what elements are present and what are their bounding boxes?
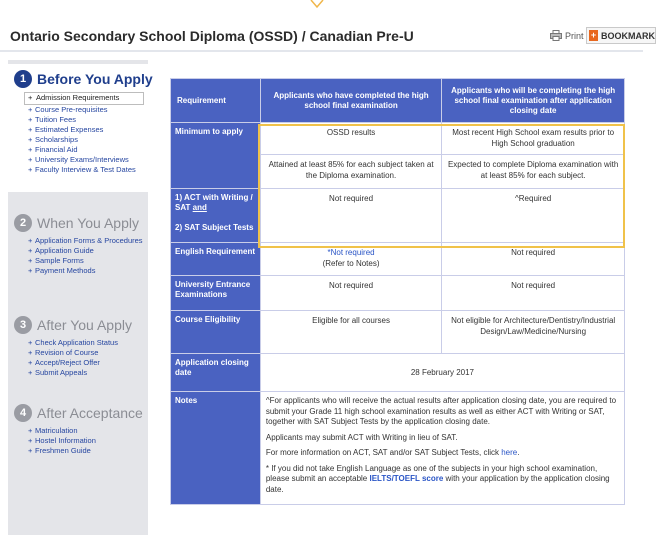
row-header-notes: Notes — [171, 392, 261, 505]
sidebar-item-admission-requirements[interactable]: + Admission Requirements — [24, 92, 144, 105]
column-header-completed: Applicants who have completed the high school final examination — [260, 79, 441, 123]
sidebar-item-faculty-interview[interactable]: + Faculty Interview & Test Dates — [28, 165, 148, 175]
row-header-eligibility: Course Eligibility — [171, 311, 261, 354]
note-3-text: For more information on ACT, SAT and/or SAT Subject Tests, click — [265, 448, 499, 457]
step-number: 2 — [14, 214, 32, 232]
sidebar-item-course-prerequisites[interactable]: + Course Pre-requisites — [28, 105, 148, 115]
row-header-english: English Requirement — [171, 243, 261, 276]
sidebar-item-estimated-expenses[interactable]: + Estimated Expenses — [28, 125, 148, 135]
step-title: Before You Apply — [37, 71, 153, 87]
step-after-acceptance — [8, 398, 148, 462]
step-before-you-apply — [8, 64, 153, 192]
sidebar-item-accept-reject-offer[interactable]: + Accept/Reject Offer — [28, 358, 148, 368]
note-4 — [266, 464, 619, 496]
row-header-uee: University Entrance Examinations — [171, 276, 261, 311]
table-row — [171, 354, 625, 392]
table-header-row — [171, 79, 625, 123]
act-label-and: and — [192, 203, 207, 212]
column-header-requirement: Requirement — [171, 79, 261, 123]
english-not-required-link[interactable]: *Not required — [327, 248, 375, 257]
page-header — [0, 22, 655, 52]
row-header-minimum: Minimum to apply — [171, 123, 261, 189]
note-2: Applicants may submit ACT with Writing in lieu of SAT. — [265, 432, 458, 442]
cell-uee-completed: Not required — [260, 276, 441, 311]
step-title: After Acceptance — [37, 405, 143, 421]
act-sat-info-link[interactable]: here — [501, 448, 518, 457]
sidebar-item-financial-aid[interactable]: + Financial Aid — [28, 145, 148, 155]
requirements-table — [170, 78, 625, 505]
step-header[interactable] — [14, 214, 148, 232]
step-header[interactable] — [14, 70, 153, 88]
bookmark-icon: + — [590, 30, 597, 40]
step-header[interactable] — [14, 316, 148, 334]
column-header-completing: Applicants who will be completing the high school final examination after application closing date — [442, 79, 625, 123]
act-label-1: 1) ACT with Writing / SAT — [175, 193, 253, 212]
table-row — [171, 189, 625, 243]
cell-eligibility-completing: Not eligible for Architecture/Dentistry/Industrial Design/Law/Medicine/Nursing — [442, 311, 625, 354]
english-refer-notes: (Refer to Notes) — [322, 259, 380, 268]
cell-minimum-completed-1: OSSD results — [260, 123, 441, 155]
cell-eligibility-completed: Eligible for all courses — [260, 311, 441, 354]
sidebar-item-sample-forms[interactable]: + Sample Forms — [28, 256, 148, 266]
row-header-closing-date: Application closing date — [171, 354, 261, 392]
step-number: 1 — [14, 70, 32, 88]
sidebar-item-matriculation[interactable]: + Matriculation — [28, 426, 148, 436]
act-label-2: 2) SAT Subject Tests — [175, 223, 254, 232]
ielts-toefl-link[interactable]: IELTS/TOEFL score — [369, 474, 444, 483]
cell-uee-completing: Not required — [442, 276, 625, 311]
cell-act-completed: Not required — [260, 189, 441, 243]
print-label: Print — [565, 30, 584, 41]
note-1: ^For applicants who will receive the actual results after application closing date, you are required to submit your Grade 11 high school examination results as well as either ACT with Writing or SAT, together with SAT Subject Tests by the application closing date. — [265, 396, 617, 426]
note-4-text: * If you did not take English Language as one of the subjects in your high school examination, please submit an acceptable — [265, 463, 598, 483]
note-4-end: with your application by the application closing date. — [265, 474, 610, 494]
sidebar-item-application-guide[interactable]: + Application Guide — [28, 246, 148, 256]
table-row — [171, 276, 625, 311]
application-steps-sidebar — [8, 60, 153, 535]
table-row — [171, 123, 625, 155]
cell-minimum-completed-2: Attained at least 85% for each subject taken at the Diploma examination. — [260, 155, 441, 189]
step-header[interactable] — [14, 404, 148, 422]
step-after-you-apply — [8, 310, 148, 384]
print-button[interactable] — [550, 30, 584, 41]
step-when-you-apply — [8, 208, 148, 282]
table-row — [171, 392, 625, 505]
sidebar-item-university-exams[interactable]: + University Exams/Interviews — [28, 155, 148, 165]
step-title: When You Apply — [37, 215, 139, 231]
cell-notes — [260, 392, 624, 505]
note-3 — [266, 448, 619, 459]
bookmark-label: BOOKMARK — [601, 30, 655, 41]
cell-act-completing: ^Required — [442, 189, 625, 243]
cell-minimum-completing-1: Most recent High School exam results prior to High School graduation — [442, 123, 625, 155]
step-number: 3 — [14, 316, 32, 334]
note-3-end: . — [517, 448, 520, 457]
table-row — [171, 243, 625, 276]
bookmark-button[interactable] — [586, 27, 656, 44]
sidebar-item-payment-methods[interactable]: + Payment Methods — [28, 266, 148, 276]
sidebar-item-check-status[interactable]: + Check Application Status — [28, 338, 148, 348]
sidebar-item-freshmen-guide[interactable]: + Freshmen Guide — [28, 446, 148, 456]
sidebar-item-application-forms[interactable]: + Application Forms & Procedures — [28, 236, 148, 246]
page-title: Ontario Secondary School Diploma (OSSD) / Canadian Pre-U — [10, 28, 414, 44]
table-row — [171, 311, 625, 354]
step-title: After You Apply — [37, 317, 132, 333]
sidebar-item-submit-appeals[interactable]: + Submit Appeals — [28, 368, 148, 378]
cell-minimum-completing-2: Expected to complete Diploma examination with at least 85% for each subject. — [442, 155, 625, 189]
sidebar-item-revision-of-course[interactable]: + Revision of Course — [28, 348, 148, 358]
sidebar-item-tuition-fees[interactable]: + Tuition Fees — [28, 115, 148, 125]
step-number: 4 — [14, 404, 32, 422]
cell-closing-date: 28 February 2017 — [260, 354, 624, 392]
sidebar-item-hostel-information[interactable]: + Hostel Information — [28, 436, 148, 446]
cell-english-completing: Not required — [442, 243, 625, 276]
printer-icon — [550, 30, 562, 41]
cell-english-completed — [260, 243, 441, 276]
sidebar-item-scholarships[interactable]: + Scholarships — [28, 135, 148, 145]
row-header-act-sat — [171, 189, 261, 243]
chevron-down-icon — [309, 0, 325, 10]
